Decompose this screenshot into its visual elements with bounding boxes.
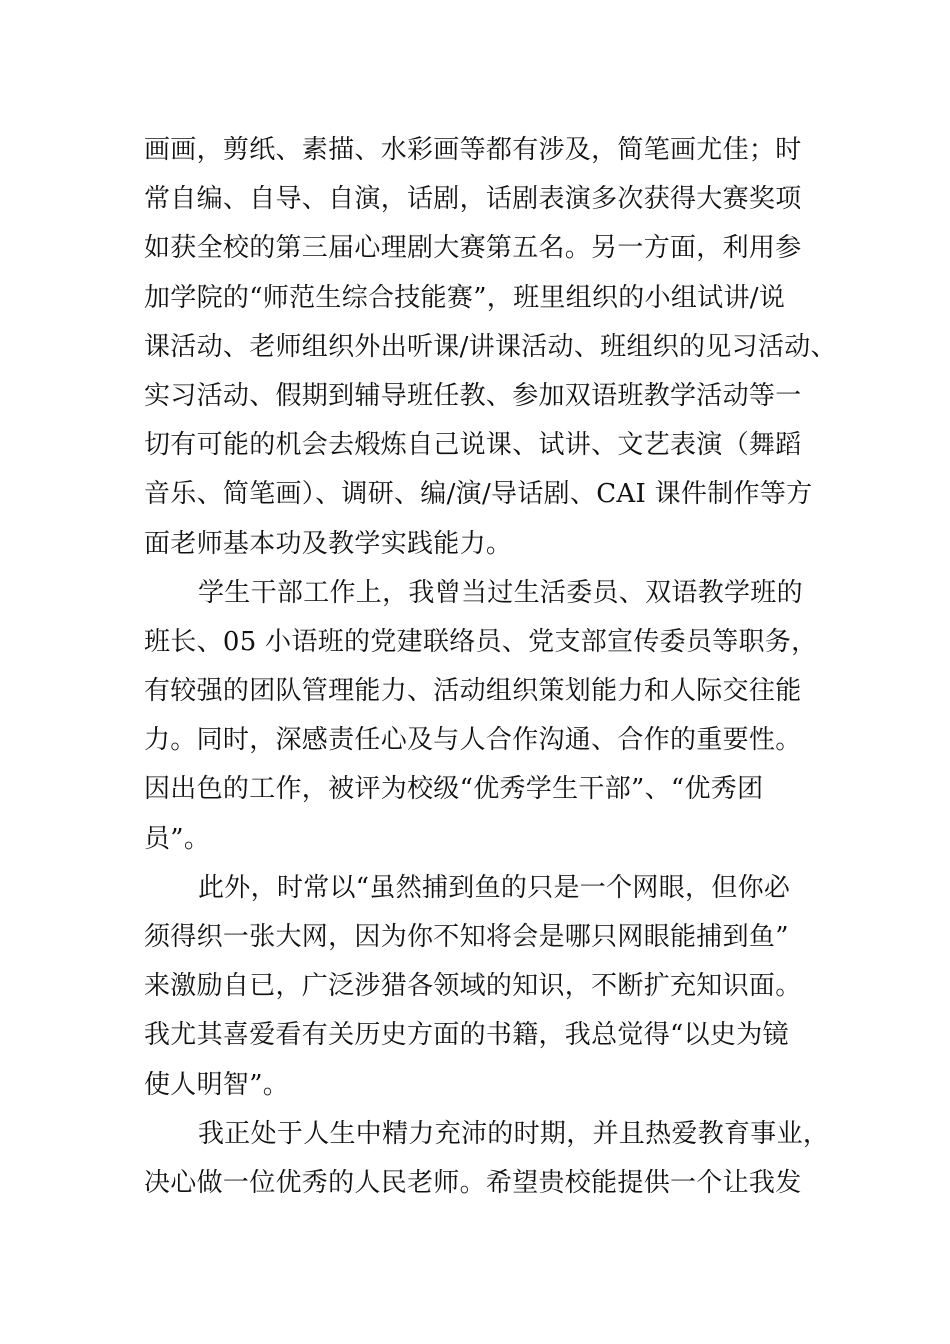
paragraph [144,569,844,864]
text-line: 画画，剪纸、素描、水彩画等都有涉及，简笔画尤佳；时 [144,135,802,165]
text-line: 力。同时，深感责任心及与人合作沟通、合作的重要性。 [144,725,802,756]
text-line: 班长、05 小语班的党建联络员、党支部宣传委员等职务， [144,626,818,657]
text-line: 此外，时常以“虽然捕到鱼的只是一个网眼，但你必 [198,872,791,903]
paragraph [144,864,844,1110]
text-line: 来激励自已，广泛涉猎各领域的知识，不断扩充知识面。 [144,971,802,1002]
text-line: 加学院的“师范生综合技能赛”，班里组织的小组试讲/说 [144,282,786,313]
text-line: 切有可能的机会去煅炼自己说课、试讲、文艺表演（舞蹈 [144,430,802,461]
text-line: 使人明智”。 [144,1069,290,1100]
text-line: 有较强的团队管理能力、活动组织策划能力和人际交往能 [144,676,802,707]
text-line: 因出色的工作，被评为校级“优秀学生干部”、“优秀团 [144,774,764,805]
text-line: 我正处于人生中精力充沛的时期，并且热爱教育事业， [198,1118,830,1149]
text-line: 学生干部工作上，我曾当过生活委员、双语教学班的 [198,577,803,608]
text-line: 须得织一张大网，因为你不知将会是哪只网眼能捕到鱼” [144,922,789,952]
text-line: 决心做一位优秀的人民老师。希望贵校能提供一个让我发 [144,1167,802,1198]
text-line: 如获全校的第三届心理剧大赛第五名。另一方面，利用参 [144,233,802,264]
document-body [144,126,844,1208]
text-line: 常自编、自导、自演，话剧，话剧表演多次获得大赛奖项 [144,184,802,215]
text-line: 音乐、简笔画）、调研、编/演/导话剧、CAI 课件制作等方 [144,479,813,510]
text-line: 课活动、老师组织外出听课/讲课活动、班组织的见习活动、 [144,331,837,362]
text-line: 我尤其喜爱看有关历史方面的书籍，我总觉得“以史为镜 [144,1020,789,1051]
text-line: 员”。 [144,823,211,854]
text-line: 面老师基本功及教学实践能力。 [144,528,513,559]
paragraph [144,126,844,569]
text-line: 实习活动、假期到辅导班任教、参加双语班教学活动等一 [144,380,802,411]
paragraph [144,1110,844,1208]
